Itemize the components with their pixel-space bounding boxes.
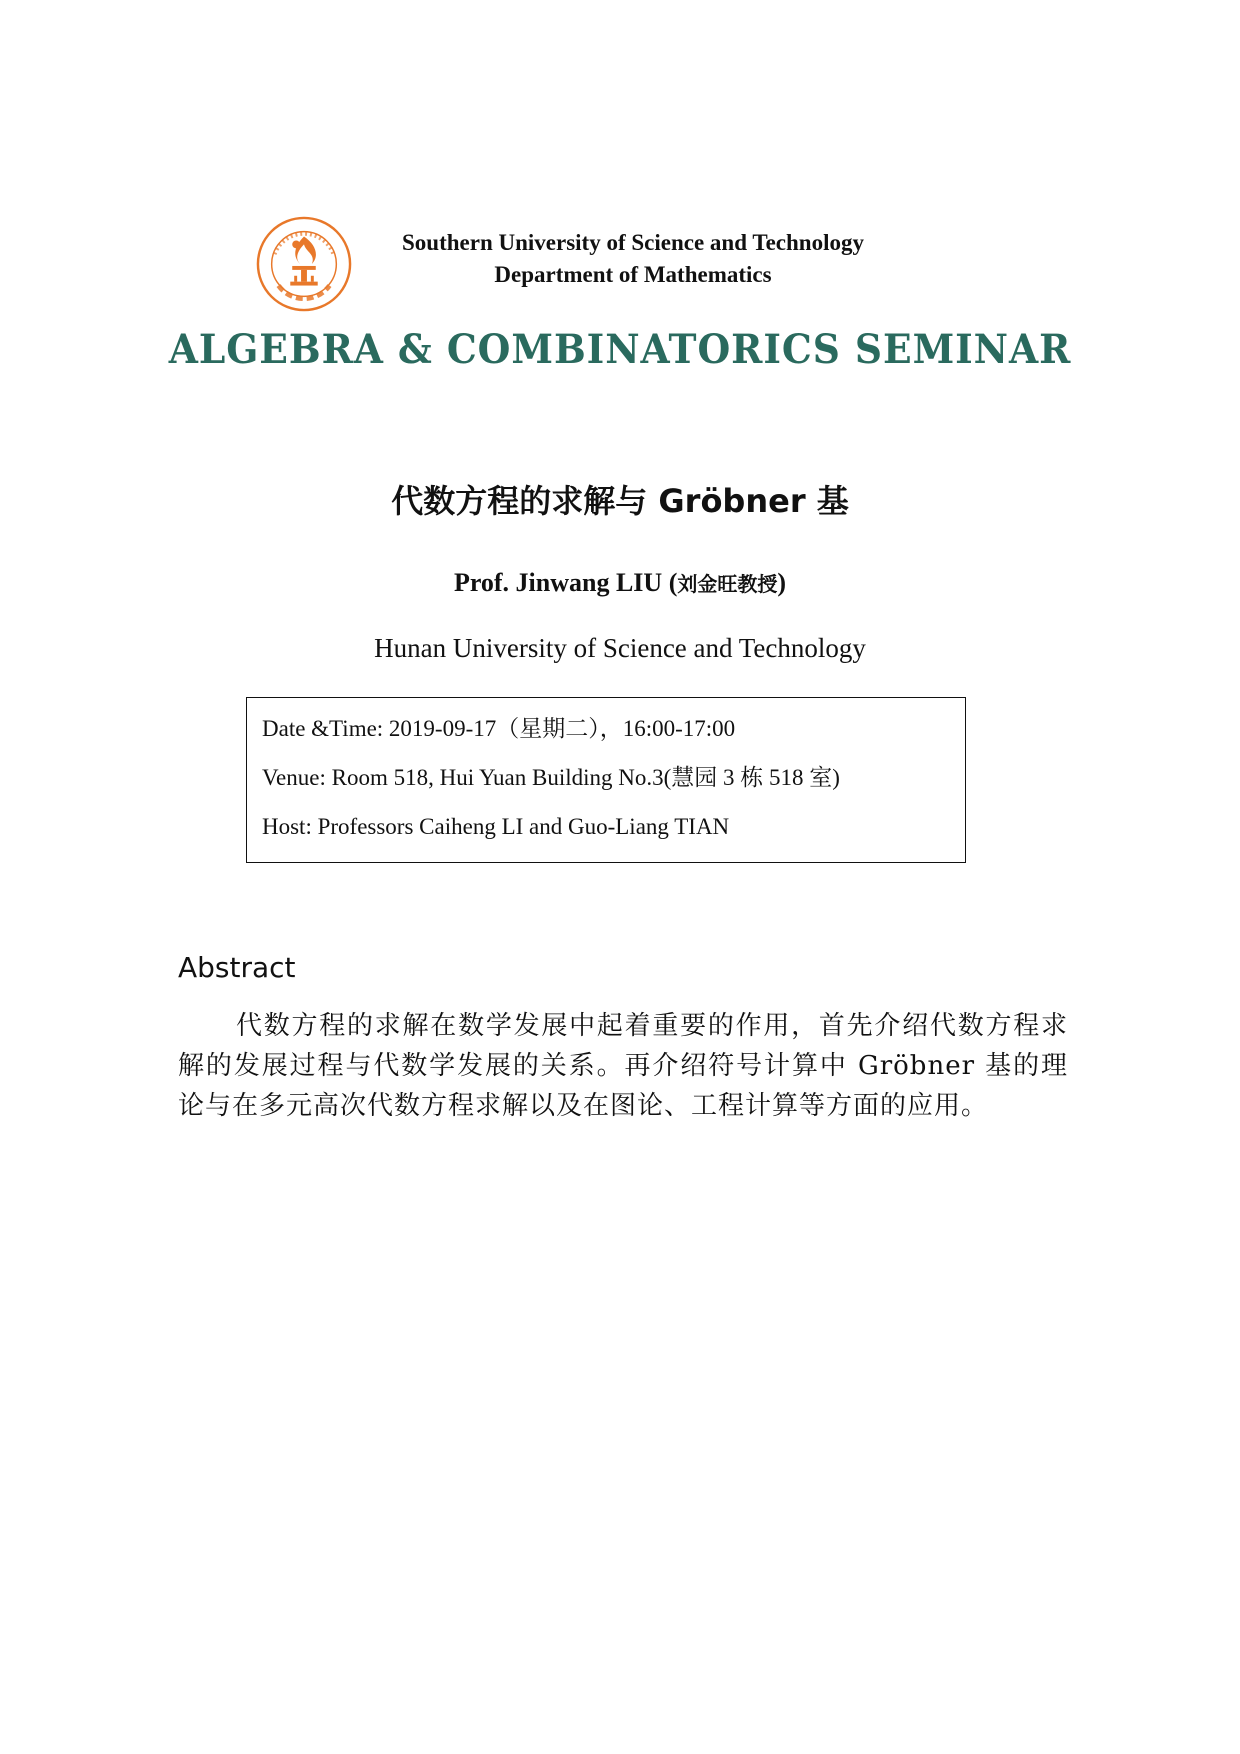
speaker-name: Prof. Jinwang LIU ( bbox=[453, 568, 678, 597]
speaker-name-cn: 刘金旺教授 bbox=[677, 572, 778, 596]
speaker-affiliation: Hunan University of Science and Technology bbox=[374, 633, 866, 663]
abstract-body: 代数方程的求解在数学发展中起着重要的作用，首先介绍代数方程求解的发展过程与代数学发展的关系。再介绍符号计算中 Gröbner 基的理论与在多元高次代数方程求解以及在图论、工程计算等方面的应用。 bbox=[178, 1011, 1068, 1121]
abstract-heading: Abstract bbox=[178, 951, 296, 984]
talk-title: 代数方程的求解与 Gröbner 基 bbox=[391, 482, 849, 520]
event-host: Host: Professors Caiheng LI and Guo-Liang TIAN bbox=[262, 814, 730, 839]
university-name: Southern University of Science and Technology bbox=[402, 230, 864, 255]
seminar-title: ALGEBRA & COMBINATORICS SEMINAR bbox=[168, 326, 1072, 373]
header bbox=[255, 215, 1015, 315]
department-name: Department of Mathematics bbox=[494, 262, 772, 287]
university-block bbox=[393, 227, 873, 291]
speaker bbox=[0, 568, 1240, 598]
event-info-box bbox=[246, 697, 966, 863]
speaker-paren: ) bbox=[777, 568, 787, 597]
event-datetime: Date &Time: 2019-09-17（星期二），16:00-17:00 bbox=[262, 716, 736, 741]
sustech-torch-seal-icon bbox=[255, 215, 353, 313]
event-venue: Venue: Room 518, Hui Yuan Building No.3(慧园 3 栋 518 室) bbox=[262, 765, 840, 790]
